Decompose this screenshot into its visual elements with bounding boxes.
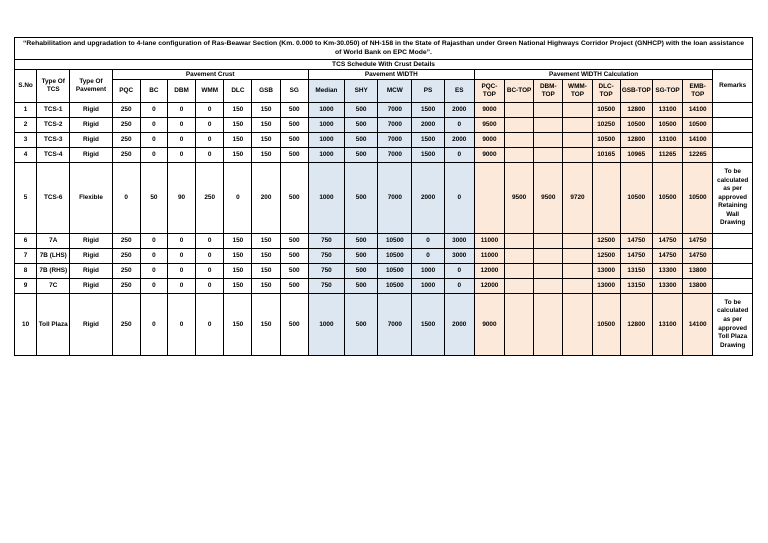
cell-sno: 3 <box>15 133 37 148</box>
cell-width: 1500 <box>412 294 444 356</box>
cell-crust: 0 <box>167 279 195 294</box>
cell-pavement-type: Rigid <box>70 118 112 133</box>
cell-calc: 13300 <box>652 279 682 294</box>
cell-calc: 14750 <box>683 249 713 264</box>
cell-width: 0 <box>444 148 474 163</box>
cell-calc: 14750 <box>620 234 652 249</box>
table-body <box>15 103 753 356</box>
cell-crust: 0 <box>167 264 195 279</box>
cell-crust: 150 <box>224 133 252 148</box>
cell-calc <box>534 148 563 163</box>
table-row <box>15 264 753 279</box>
cell-crust: 90 <box>167 163 195 234</box>
document-subtitle: TCS Schedule With Crust Details <box>15 60 753 70</box>
cell-width: 1000 <box>412 279 444 294</box>
cell-sno: 6 <box>15 234 37 249</box>
cell-pavement-type: Rigid <box>70 264 112 279</box>
cell-calc <box>534 249 563 264</box>
header-width-median: Median <box>308 80 344 103</box>
cell-crust: 0 <box>167 118 195 133</box>
cell-calc <box>505 118 534 133</box>
cell-sno: 8 <box>15 264 37 279</box>
cell-calc: 11000 <box>474 234 504 249</box>
cell-crust: 0 <box>167 133 195 148</box>
cell-tcs-type: TCS-6 <box>37 163 70 234</box>
cell-calc: 10500 <box>683 118 713 133</box>
header-calc-sg-top: SG-TOP <box>652 80 682 103</box>
cell-sno: 2 <box>15 118 37 133</box>
document-title: “Rehabilitation and upgradation to 4-lane configuration of Ras-Beawar Section (Km. 0.000 to Km-30.050) of NH-158 in the State of Rajasthan under Green National Highways Corridor Project (GNHCP) with the loan assistance of World Bank on EPC Mode”. <box>15 38 753 60</box>
cell-calc <box>534 234 563 249</box>
header-crust-wmm: WMM <box>196 80 224 103</box>
cell-calc: 13100 <box>652 294 682 356</box>
cell-calc: 10165 <box>592 148 620 163</box>
cell-crust: 150 <box>252 279 280 294</box>
cell-crust: 0 <box>140 264 167 279</box>
cell-crust: 150 <box>224 148 252 163</box>
cell-width: 2000 <box>444 103 474 118</box>
cell-calc <box>534 103 563 118</box>
cell-crust: 0 <box>196 148 224 163</box>
cell-remarks <box>713 234 753 249</box>
group-width-calculation: Pavement WIDTH Calculation <box>474 70 712 80</box>
cell-crust: 0 <box>167 249 195 264</box>
cell-crust: 0 <box>196 249 224 264</box>
cell-calc: 9000 <box>474 294 504 356</box>
cell-width: 1500 <box>412 148 444 163</box>
cell-width: 2000 <box>412 118 444 133</box>
cell-crust: 0 <box>224 163 252 234</box>
cell-remarks <box>713 279 753 294</box>
cell-calc <box>592 163 620 234</box>
cell-crust: 150 <box>224 118 252 133</box>
header-calc-dbm-top: DBM-TOP <box>534 80 563 103</box>
cell-calc <box>563 249 592 264</box>
cell-calc: 10500 <box>592 294 620 356</box>
cell-width: 500 <box>345 249 378 264</box>
cell-calc <box>474 163 504 234</box>
header-calc-wmm-top: WMM-TOP <box>563 80 592 103</box>
cell-calc <box>534 279 563 294</box>
cell-calc <box>505 234 534 249</box>
cell-width: 0 <box>444 279 474 294</box>
cell-calc: 10965 <box>620 148 652 163</box>
cell-crust: 250 <box>196 163 224 234</box>
cell-remarks <box>713 148 753 163</box>
cell-calc: 13800 <box>683 279 713 294</box>
cell-crust: 150 <box>224 103 252 118</box>
cell-remarks: To be calculated as per approved Retaining Wall Drawing <box>713 163 753 234</box>
cell-width: 1500 <box>412 103 444 118</box>
cell-calc: 12500 <box>592 234 620 249</box>
cell-crust: 250 <box>112 264 140 279</box>
cell-crust: 250 <box>112 234 140 249</box>
cell-crust: 150 <box>252 118 280 133</box>
cell-crust: 150 <box>252 234 280 249</box>
cell-crust: 250 <box>112 279 140 294</box>
cell-crust: 0 <box>196 133 224 148</box>
cell-width: 500 <box>345 234 378 249</box>
cell-width: 1000 <box>308 133 344 148</box>
cell-crust: 150 <box>252 294 280 356</box>
header-crust-gsb: GSB <box>252 80 280 103</box>
cell-calc: 9000 <box>474 133 504 148</box>
header-remarks: Remarks <box>713 70 753 103</box>
cell-calc: 10500 <box>652 118 682 133</box>
cell-calc <box>563 103 592 118</box>
cell-width: 500 <box>345 294 378 356</box>
cell-width: 2000 <box>444 294 474 356</box>
cell-calc: 12265 <box>683 148 713 163</box>
table-row <box>15 279 753 294</box>
cell-width: 750 <box>308 234 344 249</box>
header-sno: S.No <box>15 70 37 103</box>
cell-calc <box>563 148 592 163</box>
cell-crust: 0 <box>196 103 224 118</box>
cell-calc: 13300 <box>652 264 682 279</box>
header-crust-bc: BC <box>140 80 167 103</box>
cell-calc: 9500 <box>474 118 504 133</box>
header-tcs: Type Of TCS <box>37 70 70 103</box>
cell-remarks <box>713 118 753 133</box>
cell-width: 0 <box>444 163 474 234</box>
cell-calc <box>505 279 534 294</box>
cell-tcs-type: TCS-2 <box>37 118 70 133</box>
cell-width: 500 <box>345 163 378 234</box>
cell-width: 1500 <box>412 133 444 148</box>
cell-crust: 250 <box>112 103 140 118</box>
cell-crust: 500 <box>280 103 308 118</box>
cell-pavement-type: Rigid <box>70 133 112 148</box>
cell-width: 0 <box>444 264 474 279</box>
cell-crust: 0 <box>167 234 195 249</box>
cell-calc <box>563 234 592 249</box>
cell-pavement-type: Flexible <box>70 163 112 234</box>
cell-tcs-type: 7B (RHS) <box>37 264 70 279</box>
cell-calc: 10500 <box>592 103 620 118</box>
cell-sno: 1 <box>15 103 37 118</box>
cell-sno: 9 <box>15 279 37 294</box>
cell-calc: 13000 <box>592 279 620 294</box>
cell-crust: 150 <box>252 264 280 279</box>
cell-width: 500 <box>345 133 378 148</box>
cell-remarks <box>713 264 753 279</box>
cell-crust: 250 <box>112 148 140 163</box>
cell-width: 3000 <box>444 234 474 249</box>
cell-crust: 500 <box>280 163 308 234</box>
cell-width: 10500 <box>378 234 412 249</box>
cell-calc: 11265 <box>652 148 682 163</box>
cell-crust: 200 <box>252 163 280 234</box>
cell-crust: 0 <box>167 103 195 118</box>
cell-remarks <box>713 133 753 148</box>
cell-width: 2000 <box>412 163 444 234</box>
cell-calc: 12800 <box>620 103 652 118</box>
cell-crust: 0 <box>140 133 167 148</box>
cell-calc: 14750 <box>652 249 682 264</box>
cell-calc: 9720 <box>563 163 592 234</box>
table-row <box>15 103 753 118</box>
cell-calc <box>563 294 592 356</box>
cell-crust: 150 <box>224 234 252 249</box>
cell-crust: 0 <box>196 118 224 133</box>
cell-remarks <box>713 249 753 264</box>
cell-calc: 10250 <box>592 118 620 133</box>
cell-crust: 0 <box>140 234 167 249</box>
cell-calc <box>505 264 534 279</box>
cell-width: 0 <box>412 234 444 249</box>
cell-width: 10500 <box>378 279 412 294</box>
cell-calc <box>563 133 592 148</box>
cell-calc: 13150 <box>620 279 652 294</box>
header-calc-emb-top: EMB-TOP <box>683 80 713 103</box>
header-pavement: Type Of Pavement <box>70 70 112 103</box>
cell-crust: 0 <box>140 118 167 133</box>
cell-calc: 9000 <box>474 103 504 118</box>
cell-width: 7000 <box>378 133 412 148</box>
cell-calc <box>505 249 534 264</box>
cell-calc <box>534 133 563 148</box>
cell-pavement-type: Rigid <box>70 279 112 294</box>
cell-crust: 150 <box>224 264 252 279</box>
cell-calc <box>505 103 534 118</box>
cell-calc: 14750 <box>683 234 713 249</box>
header-calc-pqc-top: PQC-TOP <box>474 80 504 103</box>
cell-crust: 0 <box>196 234 224 249</box>
cell-tcs-type: 7B (LHS) <box>37 249 70 264</box>
cell-calc: 13800 <box>683 264 713 279</box>
cell-calc: 10500 <box>620 163 652 234</box>
cell-calc: 9500 <box>534 163 563 234</box>
cell-width: 7000 <box>378 294 412 356</box>
cell-width: 7000 <box>378 118 412 133</box>
header-crust-sg: SG <box>280 80 308 103</box>
cell-crust: 500 <box>280 118 308 133</box>
cell-calc: 12800 <box>620 294 652 356</box>
cell-crust: 0 <box>167 294 195 356</box>
cell-calc: 13000 <box>592 264 620 279</box>
cell-calc <box>534 294 563 356</box>
cell-crust: 0 <box>140 103 167 118</box>
cell-width: 500 <box>345 148 378 163</box>
cell-crust: 0 <box>196 279 224 294</box>
cell-width: 10500 <box>378 249 412 264</box>
cell-width: 500 <box>345 264 378 279</box>
cell-calc <box>563 118 592 133</box>
cell-calc <box>534 264 563 279</box>
cell-width: 1000 <box>412 264 444 279</box>
cell-calc: 12800 <box>620 133 652 148</box>
cell-width: 500 <box>345 118 378 133</box>
cell-width: 3000 <box>444 249 474 264</box>
cell-crust: 0 <box>140 249 167 264</box>
column-header-row <box>15 80 753 103</box>
header-width-es: ES <box>444 80 474 103</box>
cell-sno: 10 <box>15 294 37 356</box>
cell-calc <box>505 148 534 163</box>
cell-crust: 500 <box>280 148 308 163</box>
cell-width: 750 <box>308 249 344 264</box>
cell-tcs-type: 7C <box>37 279 70 294</box>
cell-calc: 9500 <box>505 163 534 234</box>
cell-pavement-type: Rigid <box>70 148 112 163</box>
cell-crust: 150 <box>224 294 252 356</box>
cell-width: 1000 <box>308 118 344 133</box>
header-width-ps: PS <box>412 80 444 103</box>
cell-width: 7000 <box>378 148 412 163</box>
cell-width: 0 <box>412 249 444 264</box>
table-row <box>15 249 753 264</box>
cell-calc: 13100 <box>652 133 682 148</box>
cell-crust: 0 <box>196 264 224 279</box>
cell-calc <box>563 264 592 279</box>
cell-width: 2000 <box>444 133 474 148</box>
cell-crust: 0 <box>140 279 167 294</box>
cell-crust: 500 <box>280 294 308 356</box>
cell-sno: 5 <box>15 163 37 234</box>
cell-calc: 11000 <box>474 249 504 264</box>
cell-crust: 500 <box>280 133 308 148</box>
cell-crust: 500 <box>280 264 308 279</box>
cell-crust: 150 <box>224 279 252 294</box>
cell-calc: 12000 <box>474 264 504 279</box>
cell-crust: 0 <box>140 294 167 356</box>
cell-pavement-type: Rigid <box>70 249 112 264</box>
cell-crust: 50 <box>140 163 167 234</box>
cell-remarks: To be calculated as per approved Toll Plaza Drawing <box>713 294 753 356</box>
cell-calc: 14750 <box>652 234 682 249</box>
cell-sno: 4 <box>15 148 37 163</box>
cell-pavement-type: Rigid <box>70 234 112 249</box>
tcs-schedule-sheet <box>14 37 753 356</box>
cell-calc: 10500 <box>592 133 620 148</box>
cell-crust: 500 <box>280 234 308 249</box>
header-crust-dbm: DBM <box>167 80 195 103</box>
cell-calc: 12000 <box>474 279 504 294</box>
cell-crust: 500 <box>280 249 308 264</box>
cell-crust: 0 <box>167 148 195 163</box>
table-row <box>15 294 753 356</box>
cell-width: 1000 <box>308 163 344 234</box>
cell-tcs-type: Toll Plaza <box>37 294 70 356</box>
cell-width: 1000 <box>308 148 344 163</box>
cell-crust: 0 <box>196 294 224 356</box>
cell-calc: 13150 <box>620 264 652 279</box>
cell-calc <box>534 118 563 133</box>
header-crust-dlc: DLC <box>224 80 252 103</box>
cell-calc: 14100 <box>683 103 713 118</box>
cell-calc: 10500 <box>652 163 682 234</box>
cell-crust: 250 <box>112 249 140 264</box>
cell-crust: 250 <box>112 133 140 148</box>
cell-width: 7000 <box>378 163 412 234</box>
cell-crust: 150 <box>252 133 280 148</box>
cell-calc: 13100 <box>652 103 682 118</box>
cell-crust: 250 <box>112 118 140 133</box>
cell-remarks <box>713 103 753 118</box>
header-calc-gsb-top: GSB-TOP <box>620 80 652 103</box>
cell-width: 500 <box>345 279 378 294</box>
cell-calc: 9000 <box>474 148 504 163</box>
cell-calc: 14750 <box>620 249 652 264</box>
table-row <box>15 148 753 163</box>
table-row <box>15 163 753 234</box>
header-calc-bc-top: BC-TOP <box>505 80 534 103</box>
header-width-shy: SHY <box>345 80 378 103</box>
cell-calc: 14100 <box>683 133 713 148</box>
cell-width: 7000 <box>378 103 412 118</box>
cell-crust: 500 <box>280 279 308 294</box>
cell-calc: 10500 <box>620 118 652 133</box>
cell-width: 750 <box>308 279 344 294</box>
cell-sno: 7 <box>15 249 37 264</box>
cell-tcs-type: TCS-4 <box>37 148 70 163</box>
cell-crust: 0 <box>112 163 140 234</box>
table-row <box>15 118 753 133</box>
cell-width: 500 <box>345 103 378 118</box>
cell-width: 1000 <box>308 294 344 356</box>
table-row <box>15 133 753 148</box>
header-width-mcw: MCW <box>378 80 412 103</box>
cell-crust: 150 <box>252 103 280 118</box>
cell-width: 0 <box>444 118 474 133</box>
group-pavement-crust: Pavement Crust <box>112 70 308 80</box>
cell-calc: 12500 <box>592 249 620 264</box>
cell-width: 1000 <box>308 103 344 118</box>
table-row <box>15 234 753 249</box>
cell-crust: 150 <box>252 148 280 163</box>
cell-width: 750 <box>308 264 344 279</box>
header-crust-pqc: PQC <box>112 80 140 103</box>
cell-calc <box>563 279 592 294</box>
cell-calc <box>505 294 534 356</box>
group-pavement-width: Pavement WIDTH <box>308 70 474 80</box>
cell-calc: 14100 <box>683 294 713 356</box>
cell-crust: 250 <box>112 294 140 356</box>
cell-crust: 150 <box>252 249 280 264</box>
cell-calc <box>505 133 534 148</box>
cell-pavement-type: Rigid <box>70 294 112 356</box>
cell-tcs-type: 7A <box>37 234 70 249</box>
cell-crust: 0 <box>140 148 167 163</box>
cell-tcs-type: TCS-3 <box>37 133 70 148</box>
cell-width: 10500 <box>378 264 412 279</box>
header-calc-dlc-top: DLC-TOP <box>592 80 620 103</box>
cell-crust: 150 <box>224 249 252 264</box>
tcs-schedule-table <box>14 37 753 356</box>
cell-calc: 10500 <box>683 163 713 234</box>
cell-pavement-type: Rigid <box>70 103 112 118</box>
cell-tcs-type: TCS-1 <box>37 103 70 118</box>
